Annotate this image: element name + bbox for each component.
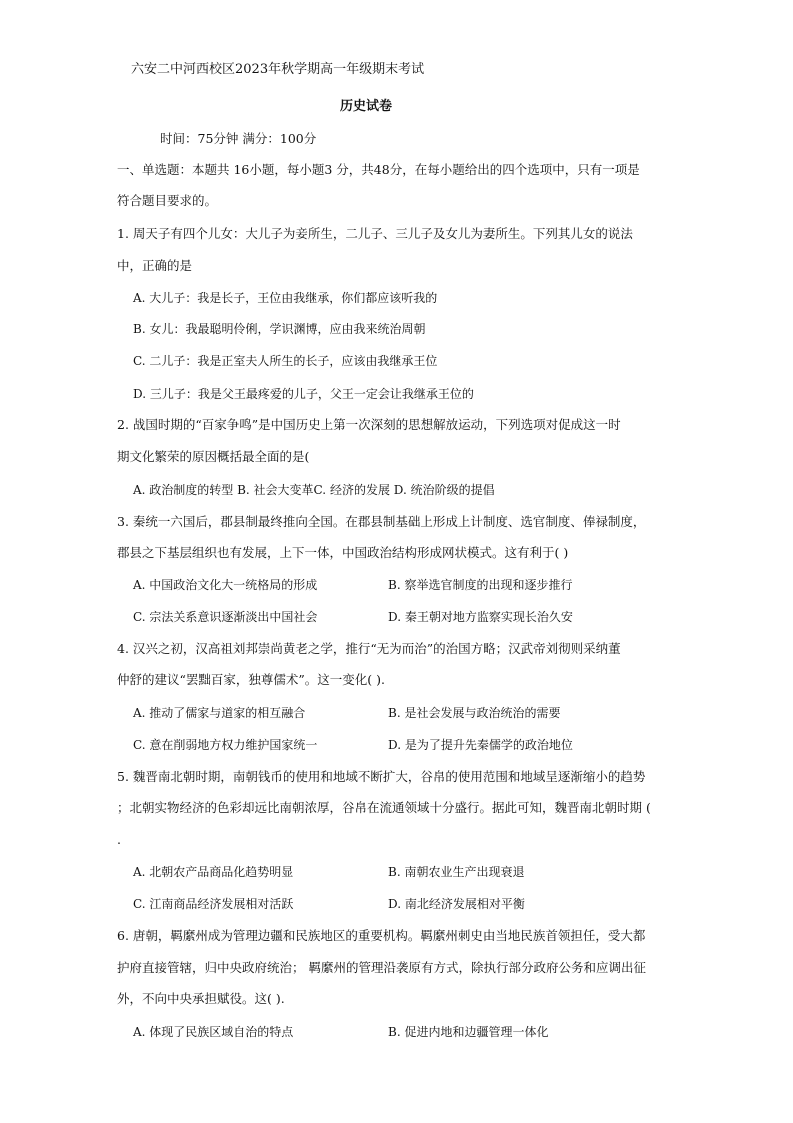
question-4-option-b: B. 是社会发展与政治统治的需要 <box>388 706 561 720</box>
question-6-stem-line-2: 护府直接管辖，归中央政府统治； 羁縻州的管理沿袭原有方式，除执行部分政府公务和应调出征 <box>117 960 646 975</box>
exam-title: 六安二中河西校区2023年秋学期高一年级期末考试 <box>131 62 425 77</box>
exam-meta: 时间：75分钟 满分：100分 <box>160 131 317 146</box>
question-6-stem-line-1: 6. 唐朝，羁縻州成为管理边疆和民族地区的重要机构。羁縻州刺史由当地民族首领担任，受大都 <box>117 928 646 943</box>
exam-subtitle: 历史试卷 <box>340 99 393 114</box>
question-3-stem-line-1: 3. 秦统一六国后，郡县制最终推向全国。在郡县制基础上形成上计制度、选官制度、俸禄制度， <box>117 514 646 529</box>
question-4-option-d: D. 是为了提升先秦儒学的政治地位 <box>388 738 573 752</box>
question-3-stem-line-2: 郡县之下基层组织也有发展，上下一体，中国政治结构形成网状模式。这有利于( ) <box>117 545 569 560</box>
question-4-option-a: A. 推动了儒家与道家的相互融合 <box>133 706 306 720</box>
question-5-stem-line-3: . <box>117 832 121 847</box>
question-5-option-d: D. 南北经济发展相对平衡 <box>388 897 525 911</box>
question-3-option-b: B. 察举选官制度的出现和逐步推行 <box>388 578 573 592</box>
question-1-option-a: A. 大儿子：我是长子，王位由我继承，你们都应该听我的 <box>133 291 438 305</box>
question-2-stem-line-2: 期文化繁荣的原因概括最全面的是( <box>117 449 310 464</box>
question-4-stem-line-1: 4. 汉兴之初，汉高祖刘邦崇尚黄老之学，推行“无为而治”的治国方略；汉武帝刘彻则采纳董 <box>117 641 621 656</box>
question-2-options: A. 政治制度的转型 B. 社会大变革C. 经济的发展 D. 统治阶级的提倡 <box>133 483 495 497</box>
question-6-option-b: B. 促进内地和边疆管理一体化 <box>388 1025 549 1039</box>
section-intro-line-1: 一、单选题：本题共 16小题，每小题3 分，共48分，在每小题给出的四个选项中，只有一项是 <box>117 162 640 177</box>
question-6-stem-line-3: 外，不向中央承担赋役。这( ). <box>117 991 285 1006</box>
question-2-stem-line-1: 2. 战国时期的“百家争鸣”是中国历史上第一次深刻的思想解放运动，下列选项对促成这一时 <box>117 417 621 432</box>
question-1-option-c: C. 二儿子：我是正室夫人所生的长子，应该由我继承王位 <box>133 354 438 368</box>
question-3-option-a: A. 中国政治文化大一统格局的形成 <box>133 578 318 592</box>
question-5-stem-line-2: ；北朝实物经济的色彩却远比南朝浓厚，谷帛在流通领域十分盛行。据此可知，魏晋南北朝时期 ( <box>117 800 651 815</box>
question-5-option-b: B. 南朝农业生产出现衰退 <box>388 865 525 879</box>
section-intro-line-2: 符合题目要求的。 <box>117 193 218 208</box>
question-5-stem-line-1: 5. 魏晋南北朝时期，南朝钱币的使用和地域不断扩大，谷帛的使用范围和地域呈逐渐缩小的趋势 <box>117 769 646 784</box>
question-1-option-d: D. 三儿子：我是父王最疼爱的儿子，父王一定会让我继承王位的 <box>133 387 474 401</box>
question-1-option-b: B. 女儿：我最聪明伶俐，学识渊博，应由我来统治周朝 <box>133 322 426 336</box>
question-4-option-c: C. 意在削弱地方权力维护国家统一 <box>133 738 318 752</box>
question-1-stem-line-1: 1. 周天子有四个儿女：大儿子为妾所生，二儿子、三儿子及女儿为妻所生。下列其儿女的说法 <box>117 226 633 241</box>
question-1-stem-line-2: 中，正确的是 <box>117 258 193 273</box>
question-5-option-a: A. 北朝农产品商品化趋势明显 <box>133 865 294 879</box>
question-5-option-c: C. 江南商品经济发展相对活跃 <box>133 897 294 911</box>
question-6-option-a: A. 体现了民族区域自治的特点 <box>133 1025 294 1039</box>
question-3-option-d: D. 秦王朝对地方监察实现长治久安 <box>388 610 573 624</box>
question-3-option-c: C. 宗法关系意识逐渐淡出中国社会 <box>133 610 318 624</box>
question-4-stem-line-2: 仲舒的建议“罢黜百家，独尊儒术”。这一变化( ). <box>117 672 385 687</box>
